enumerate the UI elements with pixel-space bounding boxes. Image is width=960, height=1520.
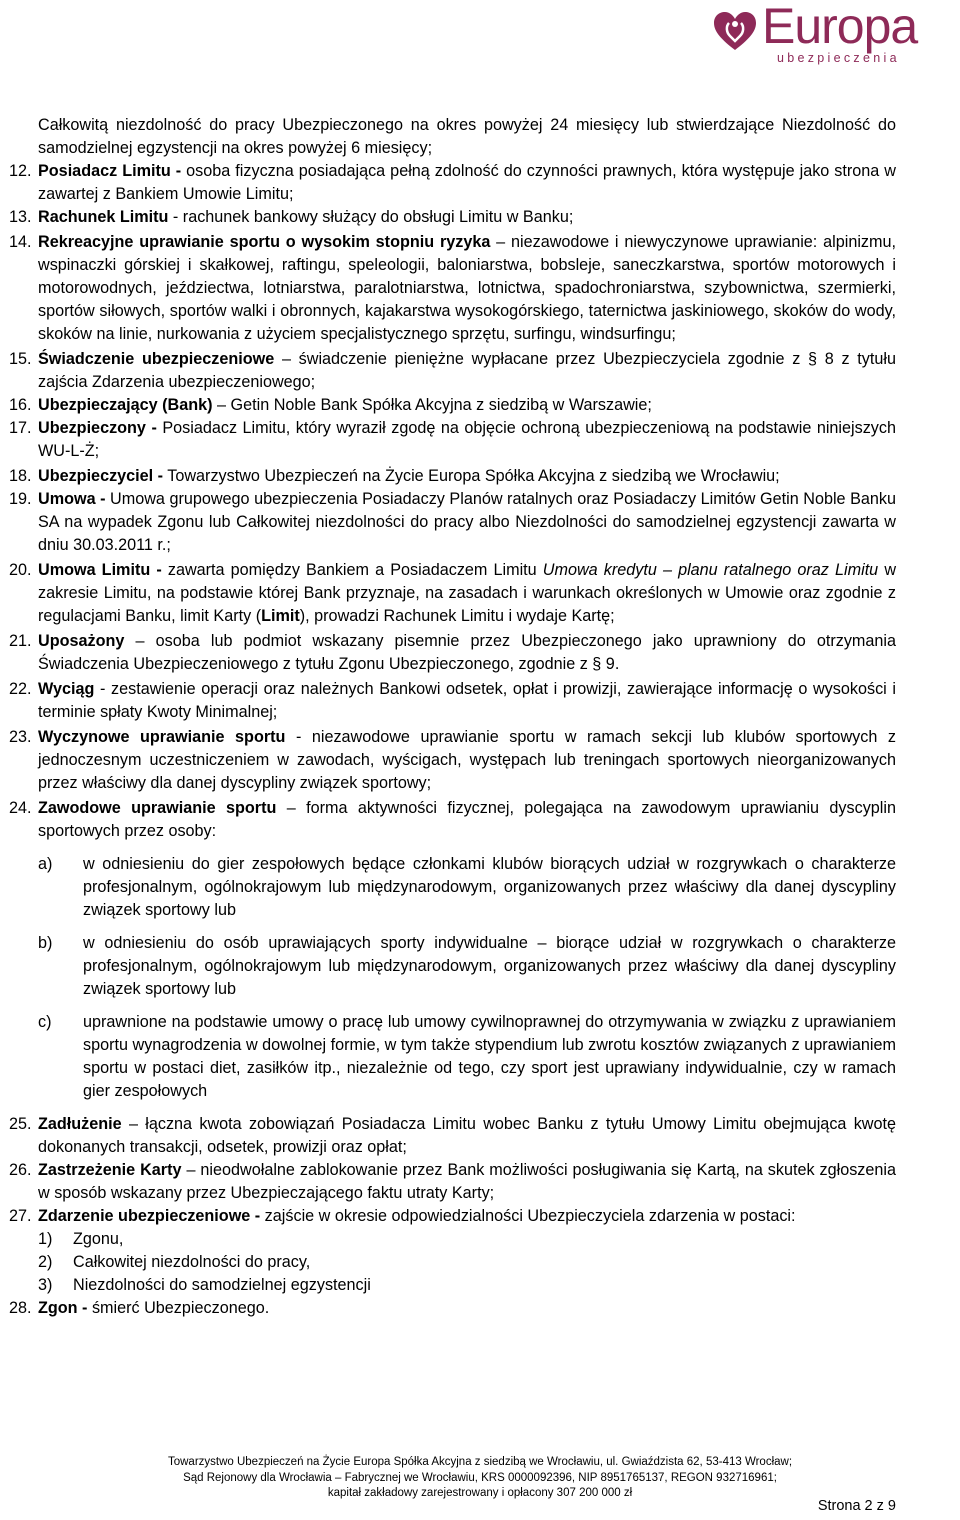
company-footer	[0, 1455, 960, 1502]
logo-subtitle: ubezpieczenia	[777, 51, 900, 65]
definition-20: 20. Umowa Limitu - zawarta pomiędzy Bankiem a Posiadaczem Limitu Umowa kredytu – planu ratalnego oraz Limitu w zakresie Limitu, na podstawie której Bank przyznaje, na zasadach i warunkach określonych w Umowie oraz zgodnie z regulacjami Banku, limit Karty (Limit), prowadzi Rachunek Limitu i wydaje Kartę;	[9, 561, 897, 625]
definition-19: 19. Umowa - Umowa grupowego ubezpieczenia Posiadaczy Planów ratalnych oraz Posiadaczy Limitów Getin Noble Banku SA na wypadek Zgonu lub Całkowitej niezdolności do pracy albo Niezdolności do samodzielnej egzystencji zawarta w dniu 30.03.2011 r.;	[9, 490, 896, 554]
document-body	[9, 114, 896, 1320]
definition-14: 14. Rekreacyjne uprawianie sportu o wysokim stopniu ryzyka – niezawodowe i niewyczynowe uprawianie: alpinizmu, wspinaczki górskiej i skałkowej, raftingu, speleologii, baloniarstwa, bobsleje, saneczkarstwa, sportów motorowych i motorowodnych, jeździectwa, lotniarstwa, paralotniarstwa, lotnictwa, spadochroniarstwa, szybownictwa, szermierki, sportów siłowych, sportów walki i obronnych, kajakarstwa wysokogórskiego, taternictwa jaskiniowego, skoków do wody, skoków na linie, nurkowania z użyciem specjalistycznego sprzętu, surfingu, windsurfingu;	[9, 233, 897, 343]
list-item: c) uprawnione na podstawie umowy o pracę lub umowy cywilnoprawnej do otrzymywania w związku z uprawianiem sportu wynagrodzenia w dowolnej formie, w tym także stypendium lub zwrotu kosztów związanych z uprawianiem sportu w postaci diet, zasiłków itp., niezależnie od tego, czy sport jest uprawiany indywidualnie, czy w ramach gier zespołowych	[38, 1013, 896, 1100]
definition-27: 27. Zdarzenie ubezpieczeniowe - zajście w okresie odpowiedzialności Ubezpieczyciela zdarzenia w postaci:	[9, 1207, 796, 1225]
definition-12: 12. Posiadacz Limitu - osoba fizyczna posiadająca pełną zdolność do czynności prawnych, która występuje jako strona w zawartej z Bankiem Umowie Limitu;	[9, 162, 896, 203]
continuation-text: Całkowitą niezdolność do pracy Ubezpieczonego na okres powyżej 24 miesięcy lub stwierdzające Niezdolność do samodzielnej egzystencji na okres powyżej 6 miesięcy;	[38, 116, 896, 157]
list-item: 3) Niezdolności do samodzielnej egzystencji	[38, 1276, 371, 1294]
footer-line-1: Towarzystwo Ubezpieczeń na Życie Europa Spółka Akcyjna z siedzibą we Wrocławiu, ul. Gwiaździsta 62, 53-413 Wrocław;	[167, 1456, 793, 1468]
logo-wordmark: Europa	[762, 0, 918, 54]
definition-16: 16. Ubezpieczający (Bank) – Getin Noble Bank Spółka Akcyjna z siedzibą w Warszawie;	[9, 396, 652, 414]
definition-18: 18. Ubezpieczyciel - Towarzystwo Ubezpieczeń na Życie Europa Spółka Akcyjna z siedzibą we Wrocławiu;	[9, 467, 780, 485]
definition-21: 21. Uposażony – osoba lub podmiot wskazany pisemnie przez Ubezpieczonego jako uprawniony do otrzymania Świadczenia Ubezpieczeniowego z tytułu Zgonu Ubezpieczonego, zgodnie z § 9.	[9, 632, 896, 673]
definition-17: 17. Ubezpieczony - Posiadacz Limitu, który wyraził zgodę na objęcie ochroną ubezpieczeniową na podstawie niniejszych WU-L-Ż;	[9, 419, 896, 460]
definition-28: 28. Zgon - śmierć Ubezpieczonego.	[9, 1299, 270, 1317]
definition-24: 24. Zawodowe uprawianie sportu – forma aktywności fizycznej, polegająca na zawodowym uprawianiu dyscyplin sportowych przez osoby:	[9, 799, 896, 840]
definition-15: 15. Świadczenie ubezpieczeniowe – świadczenie pieniężne wypłacane przez Ubezpieczyciela zgodnie z § 8 z tytułu zajścia Zdarzenia ubezpieczeniowego;	[9, 350, 896, 391]
page-number: Strona 2 z 9	[817, 1498, 896, 1514]
europa-logo	[712, 0, 960, 70]
definition-22: 22. Wyciąg - zestawienie operacji oraz należnych Bankowi odsetek, opłat i prowizji, zawierające informację o wysokości i terminie spłaty Kwoty Minimalnej;	[9, 680, 896, 721]
list-item: 2) Całkowitej niezdolności do pracy,	[38, 1253, 311, 1271]
definition-26: 26. Zastrzeżenie Karty – nieodwołalne zablokowanie przez Bank możliwości posługiwania się Kartą, na skutek zgłoszenia w sposób wskazany przez Ubezpieczającego faktu utraty Karty;	[9, 1161, 896, 1202]
definition-25: 25. Zadłużenie – łączna kwota zobowiązań Posiadacza Limitu wobec Banku z tytułu Umowy Limitu obejmująca kwotę dokonanych transakcji, odsetek, prowizji oraz opłat;	[9, 1115, 896, 1156]
list-item: 1) Zgonu,	[38, 1230, 124, 1248]
footer-line-2: Sąd Rejonowy dla Wrocławia – Fabrycznej we Wrocławiu, KRS 0000092396, NIP 8951765137, REGON 932716961;	[183, 1471, 777, 1484]
europa-logo-mark-icon	[712, 10, 758, 52]
definition-23: 23. Wyczynowe uprawianie sportu - niezawodowe uprawianie sportu w ramach sekcji lub klubów sportowych z jednoczesnym uczestniczeniem w zawodach, wyścigach, występach lub treningach sportowych nieorganizowanych przez właściwy dla danej dyscypliny związek sportowy;	[9, 728, 896, 792]
list-item: a) w odniesieniu do gier zespołowych będące członkami klubów biorących udział w rozgrywkach o charakterze profesjonalnym, ogólnokrajowym lub międzynarodowym, organizowanych przez właściwy dla danej dyscypliny związek sportowy lub	[38, 855, 896, 919]
list-item: b) w odniesieniu do osób uprawiających sporty indywidualne – biorące udział w rozgrywkach o charakterze profesjonalnym, ogólnokrajowym lub międzynarodowym, organizowanych przez właściwy dla danej dyscypliny związek sportowy lub	[38, 934, 896, 998]
definition-13: 13. Rachunek Limitu - rachunek bankowy służący do obsługi Limitu w Banku;	[9, 208, 574, 226]
footer-line-3: kapitał zakładowy zarejestrowany i opłacony 307 200 000 zł	[327, 1487, 633, 1499]
